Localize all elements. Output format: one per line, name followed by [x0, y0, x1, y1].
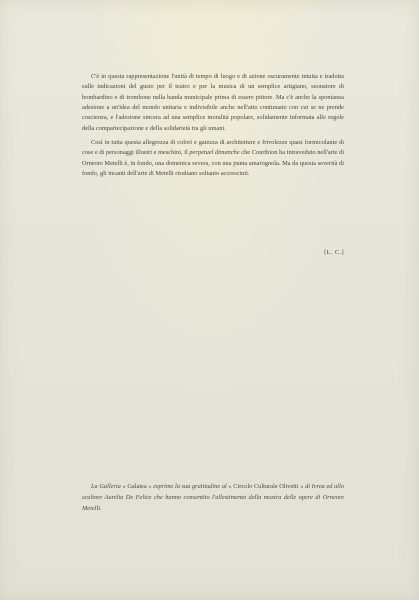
author-initials: [L. C.]: [324, 249, 344, 256]
paragraph-1: C'è in questa rappresentazione l'unità di tempo di luogo e di azione oscuramente intuita e tradotta sulle indicazioni del gusto per il teatro e per la musica di un semplice artigiano, suonatore di bombardino e di trombone nella banda municipale prima di essere pittore. Ma c'è anche la spontanea adesione a un'idea del mondo unitaria e indivisibile anche nell'atto continuato con cui se ne prende coscienza, e l'adesione sincera ad una semplice moralità popolare, solidamente informata alle regole della compartecipazione e della solidarietà tra gli umani.: [82, 73, 344, 132]
paragraph-2-emphasis: perpetuel dimanche: [189, 149, 240, 157]
body-text: [82, 72, 344, 179]
credits-gallery: La Galleria: [91, 483, 121, 490]
credits-circle-name: « Circolo Culturale Olivetti »: [226, 483, 306, 490]
credits-rest: di Ivrea ed allo scultore Aurelio De Felice che hanno consentito l'allestimento della mostra delle opere di Orneore Metelli.: [82, 483, 344, 513]
paragraph-2-end: che Courthion ha intraveduto nell'arte di Orneore Metelli è, in fondo, una domenica severa, con una punta amarognola. Ma da questa severità di fondo, gli incanti dell'arte di Metelli risultano soltanto accresciuti.: [82, 149, 344, 178]
paragraph-2: [82, 138, 344, 179]
credits-gratitude: esprime la sua gratitudine al: [153, 483, 227, 490]
paragraph-2-start: Così in tutta questa allegrezza di colori e gaiezza di architetture e frivolezze quasi formicolante di cose e di personaggi illustri e meschini, il: [82, 139, 344, 157]
acknowledgment-note: [82, 481, 344, 515]
credits-gallery-name: « Galatea »: [120, 483, 154, 490]
